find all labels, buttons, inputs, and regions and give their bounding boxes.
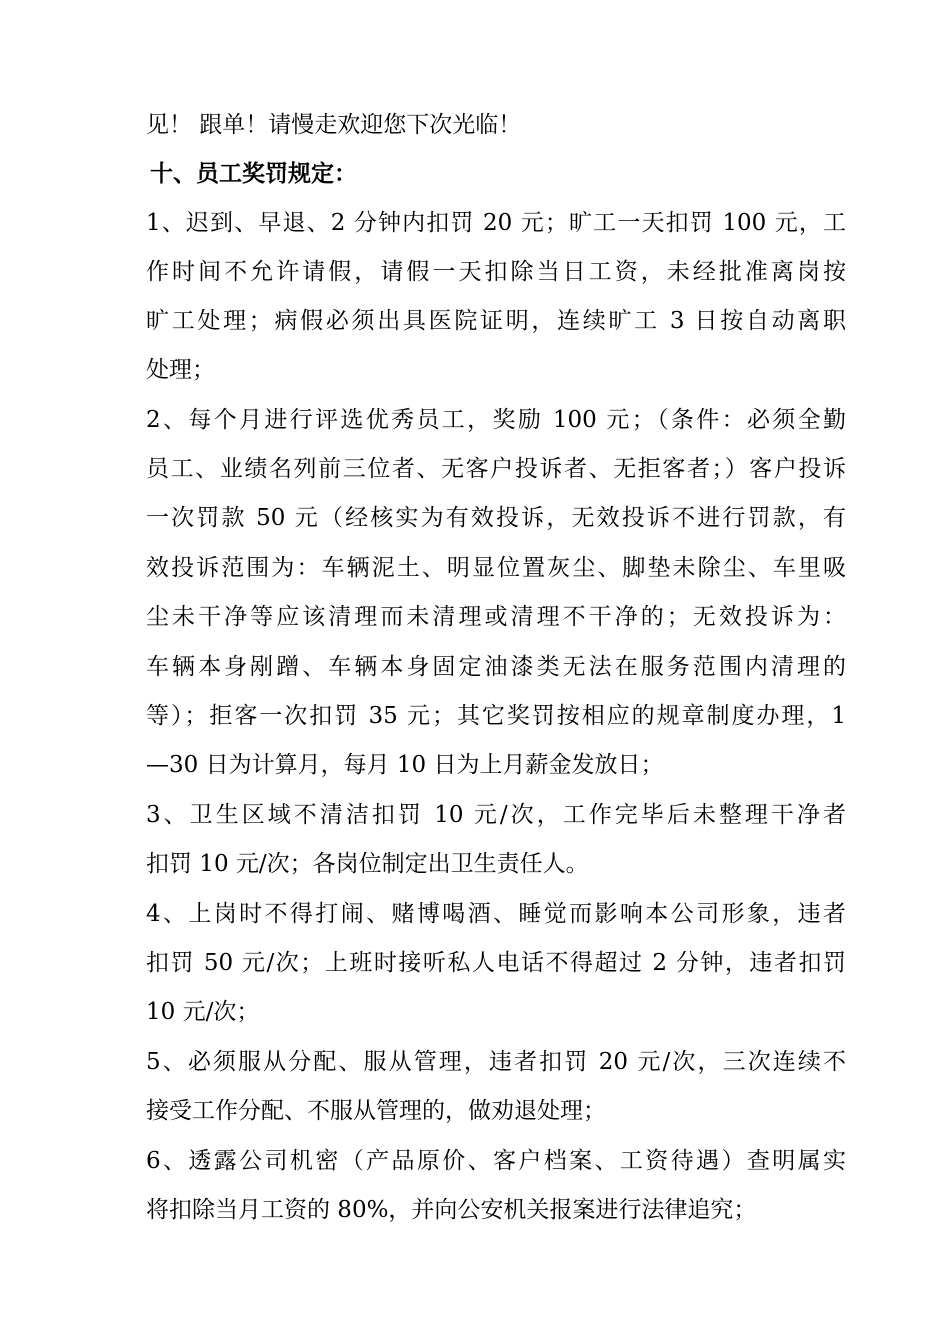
text-line: 车辆本身剐蹭、车辆本身固定油漆类无法在服务范围内清理的 [146, 654, 846, 680]
text-line: 10 元/次； [146, 999, 260, 1025]
text-line: 1、迟到、早退、2 分钟内扣罚 20 元；旷工一天扣罚 100 元，工 [146, 210, 846, 236]
text-line: 尘未干净等应该清理而未清理或清理不干净的；无效投诉为： [146, 604, 846, 630]
text-line: 员工、业绩名列前三位者、无客户投诉者、无拒客者；）客户投诉 [146, 456, 846, 482]
text-line: 作时间不允许请假，请假一天扣除当日工资，未经批准离岗按 [146, 259, 846, 285]
text-line: 扣罚 50 元/次；上班时接听私人电话不得超过 2 分钟，违者扣罚 [146, 950, 846, 976]
text-line: 接受工作分配、不服从管理的，做劝退处理； [146, 1098, 606, 1124]
text-line: 2、每个月进行评选优秀员工，奖励 100 元；（条件：必须全勤 [146, 407, 846, 433]
text-line: 见！ 跟单！请慢走欢迎您下次光临！ [146, 112, 522, 138]
section-heading: 十、员工奖罚规定： [150, 160, 357, 187]
text-line: 6、透露公司机密（产品原价、客户档案、工资待遇）查明属实 [146, 1148, 846, 1174]
text-line: 将扣除当月工资的 80%，并向公安机关报案进行法律追究； [146, 1197, 757, 1223]
text-line: 4、上岗时不得打闹、赌博喝酒、睡觉而影响本公司形象，违者 [146, 901, 846, 927]
text-line: 3、卫生区域不清洁扣罚 10 元/次，工作完毕后未整理干净者 [146, 802, 846, 828]
text-line: 扣罚 10 元/次；各岗位制定出卫生责任人。 [146, 851, 589, 877]
text-line: 效投诉范围为：车辆泥土、明显位置灰尘、脚垫未除尘、车里吸 [146, 555, 846, 581]
text-line: 5、必须服从分配、服从管理，违者扣罚 20 元/次，三次连续不 [146, 1049, 846, 1075]
text-line: 一次罚款 50 元（经核实为有效投诉，无效投诉不进行罚款，有 [146, 505, 846, 531]
text-line: —30 日为计算月，每月 10 日为上月薪金发放日； [146, 752, 664, 778]
text-line: 处理； [146, 357, 215, 383]
text-line: 旷工处理；病假必须出具医院证明，连续旷工 3 日按自动离职 [146, 308, 846, 334]
text-line: 等）；拒客一次扣罚 35 元；其它奖罚按相应的规章制度办理，1 [146, 703, 846, 729]
